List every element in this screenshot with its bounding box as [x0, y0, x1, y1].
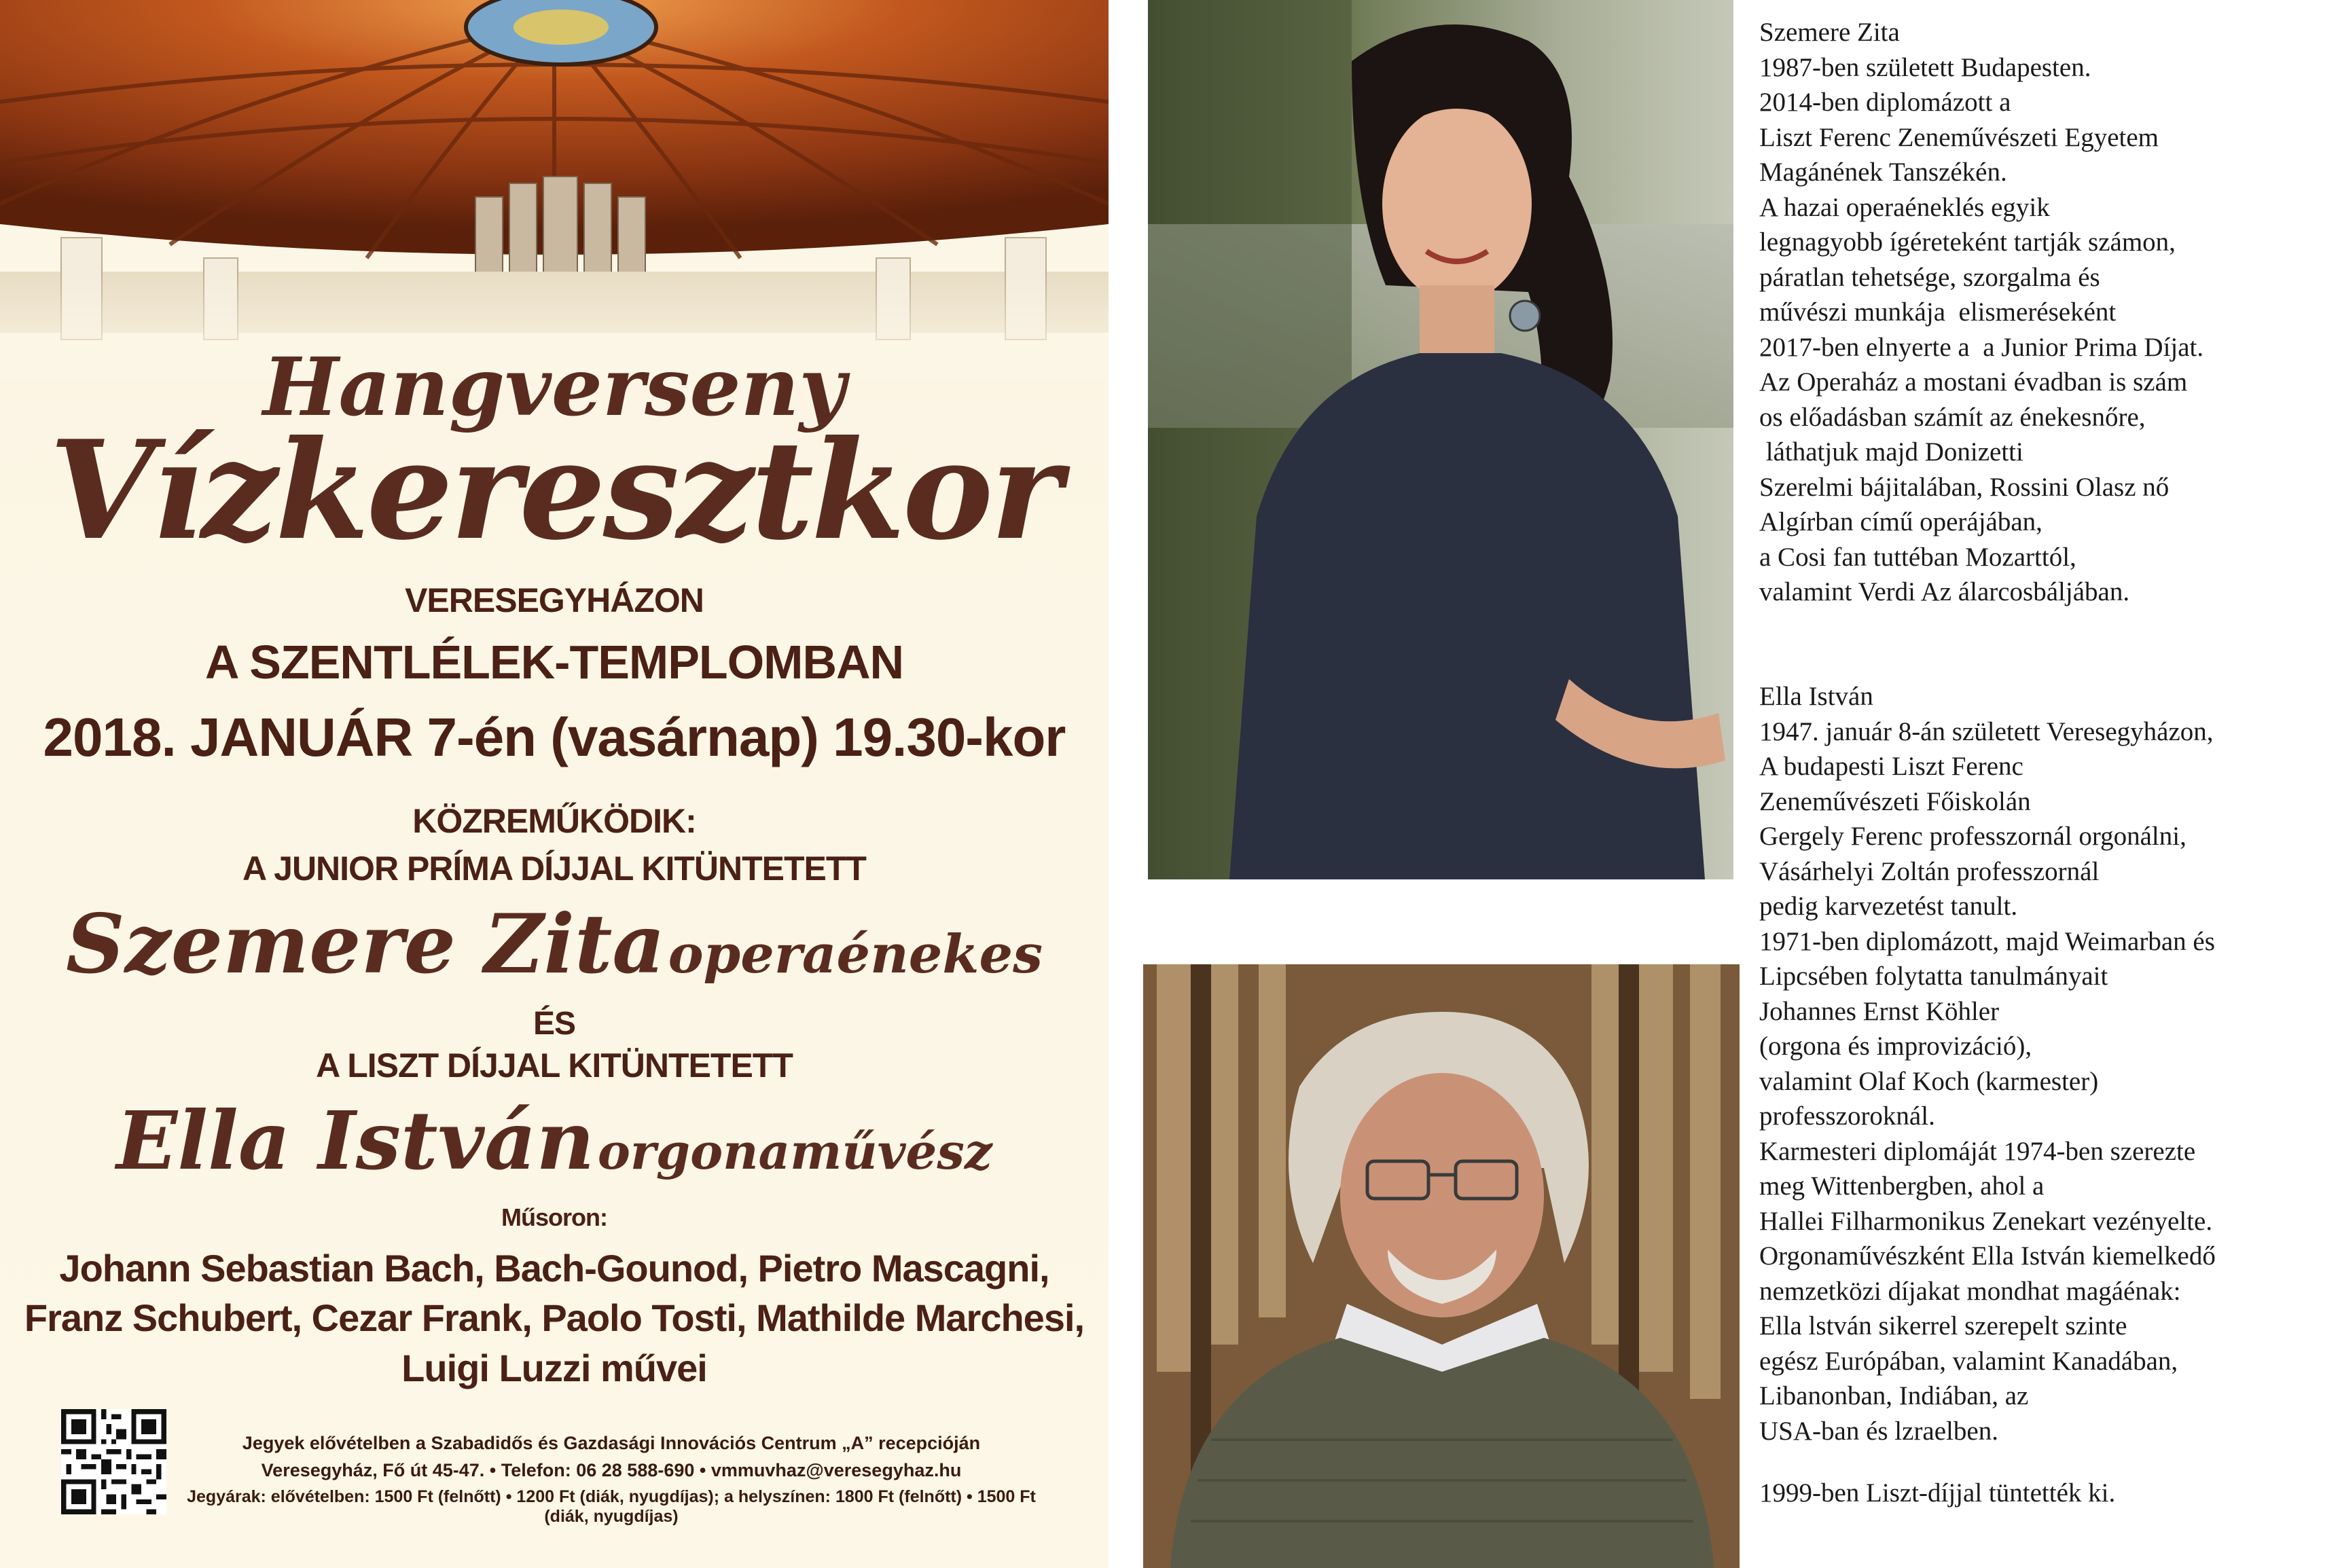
bio-line: láthatjuk majd Donizetti [1759, 437, 2023, 467]
bio-line: Ella lstván sikerrel szerepelt szinte [1759, 1311, 2127, 1341]
bio-line: Lipcsében folytatta tanulmányait [1759, 962, 2108, 991]
performer1-role: operaénekes [668, 924, 1043, 985]
poster-program-label: Műsoron: [501, 1203, 607, 1231]
ticket-info-line1: Jegyek elővételben a Szabadidős és Gazdasági Innovációs Centrum „A” recepcióján [242, 1433, 981, 1453]
bio-line: a Cosi fan tuttéban Mozarttól, [1759, 542, 2076, 572]
performer2-name: Ella István [116, 1093, 595, 1188]
bio-line: Karmesteri diplomáját 1974-ben szerezte [1759, 1136, 2196, 1166]
poster-composers-line1: Johann Sebastian Bach, Bach-Gounod, Pietro Mascagni, [59, 1247, 1049, 1290]
poster-junior-award: A JUNIOR PRÍMA DÍJJAL KITÜNTETETT [242, 850, 866, 888]
bio-line: A budapesti Liszt Ferenc [1759, 752, 2023, 781]
bio-line: USA-ban és lzraelben. [1759, 1416, 1998, 1446]
bio-line: Hallei Filharmonikus Zenekart vezényelte. [1759, 1206, 2213, 1236]
bio-line: pedig karvezetést tanult. [1759, 892, 2018, 921]
bio-szemere-zita [1759, 15, 2330, 610]
singer-photo [1148, 0, 1733, 879]
bio-line: nemzetközi díjakat mondhat magáénak: [1759, 1276, 2181, 1306]
performer2-role: orgonaművész [597, 1123, 992, 1180]
concert-poster [0, 0, 1109, 1568]
bio-line: valamint Verdi Az álarcosbáljában. [1759, 577, 2130, 606]
bio-line: Az Operaház a mostani évadban is szám [1759, 367, 2188, 397]
qr-code-icon [61, 1409, 166, 1514]
bio-line: Orgonaművészként Ella István kiemelkedő [1759, 1241, 2216, 1271]
poster-featuring-label: KÖZREMŰKÖDIK: [412, 802, 696, 840]
ticket-prices: Jegyárak: elővételben: 1500 Ft (felnőtt) • 1200 Ft (diák, nyugdíjas); a helyszínen: 1800 Ft (felnőtt) • 1500 Ft (diák, nyugdíjas) [187, 1487, 1036, 1526]
bio-line: Algírban című operájában, [1759, 507, 2042, 536]
poster-performer1 [0, 896, 1109, 992]
poster-location-church: A SZENTLÉLEK-TEMPLOMBAN [204, 636, 904, 689]
performer1-name: Szemere Zita [65, 896, 666, 992]
church-dome-image [0, 0, 1109, 380]
poster-date: 2018. JANUÁR 7-én (vasárnap) 19.30-kor [43, 707, 1066, 767]
bio-line: Libanonban, Indiában, az [1759, 1381, 2029, 1410]
bio-line: 1971-ben diplomázott, majd Weimarban és [1759, 926, 2215, 956]
bio-ella-istvan [1759, 679, 2330, 1448]
bio-line: 2014-ben diplomázott a [1759, 88, 2011, 117]
bio-line: meg Wittenbergben, ahol a [1759, 1171, 2045, 1201]
bio-line: legnagyobb ígéreteként tartják számon, [1759, 227, 2176, 257]
bio-line: Vásárhelyi Zoltán professzornál [1759, 856, 2100, 886]
bio-line: professzoroknál. [1759, 1101, 1935, 1131]
bio-line: Szerelmi bájitalában, Rossini Olasz nő [1759, 472, 2170, 502]
poster-composers-line3: Luigi Luzzi művei [401, 1347, 707, 1389]
ticket-info-line2: Veresegyház, Fő út 45-47. • Telefon: 06 28 588-690 • vmmuvhaz@veresegyhaz.hu [261, 1460, 962, 1480]
bio-line: Gergely Ferenc professzornál orgonálni, [1759, 822, 2186, 851]
bio-ella-istvan-award: 1999-ben Liszt-díjjal tüntették ki. [1759, 1478, 2116, 1508]
bio-line: Liszt Ferenc Zeneművészeti Egyetem [1759, 122, 2159, 152]
bio-line: 2017-ben elnyerte a a Junior Prima Díjat. [1759, 332, 2204, 362]
bio-line: A hazai operaéneklés egyik [1759, 192, 2050, 222]
bio-line: Magánének Tanszékén. [1759, 158, 2007, 187]
bio-line: Szemere Zita [1759, 18, 1900, 47]
poster-and: ÉS [533, 1006, 576, 1042]
organist-photo [1143, 964, 1740, 1568]
poster-composers-line2: Franz Schubert, Cezar Frank, Paolo Tosti, Mathilde Marchesi, [24, 1296, 1085, 1339]
bio-line: (orgona és improvizáció), [1759, 1032, 2032, 1061]
bio-line: egész Európában, valamint Kanadában, [1759, 1346, 2178, 1376]
bio-line: művészi munkája elismeréseként [1759, 297, 2117, 327]
poster-performer2 [0, 1093, 1109, 1188]
bio-line: 1987-ben született Budapesten. [1759, 52, 2091, 82]
bio-line: Johannes Ernst Köhler [1759, 996, 2000, 1026]
poster-title-line2: Vízkeresztkor [49, 411, 1060, 570]
poster-title-line1: Hangverseny [263, 340, 846, 434]
bio-line: Zeneművészeti Főiskolán [1759, 786, 2031, 816]
bio-line: os előadásban számít az énekesnőre, [1759, 402, 2146, 432]
bio-line: 1947. január 8-án született Veresegyházon, [1759, 716, 2214, 746]
poster-liszt-award: A LISZT DÍJJAL KITÜNTETETT [316, 1046, 793, 1084]
bio-line: Ella István [1759, 682, 1873, 711]
bio-line: páratlan tehetsége, szorgalma és [1759, 262, 2100, 292]
bio-line: valamint Olaf Koch (karmester) [1759, 1066, 2099, 1096]
poster-location-town: VERESEGYHÁZON [405, 581, 704, 619]
